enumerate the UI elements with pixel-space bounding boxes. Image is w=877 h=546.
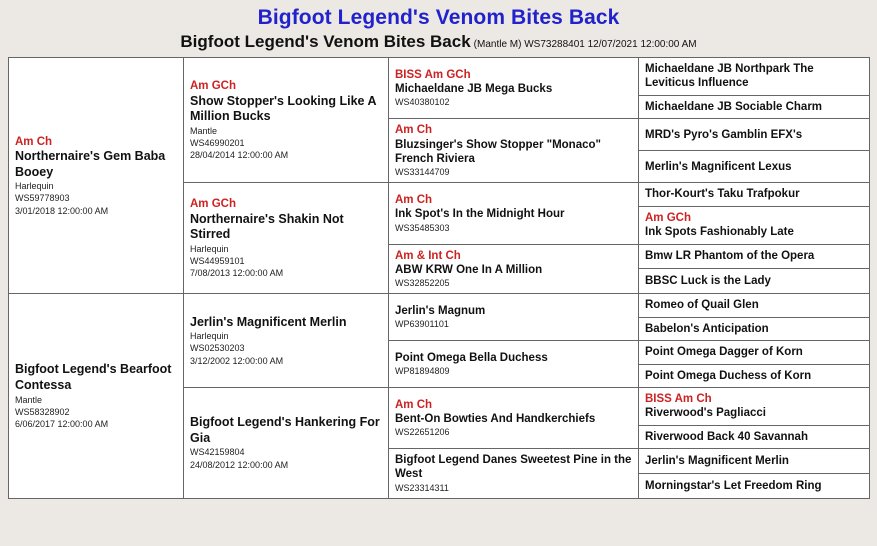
dog-name: Northernaire's Gem Baba Booey xyxy=(15,149,166,179)
pedigree-cell-gen4-6[interactable] xyxy=(639,244,870,269)
dog-name: Bigfoot Legend's Hankering For Gia xyxy=(190,415,380,445)
dog-name: Riverwood's Pagliacci xyxy=(645,407,766,420)
dog-name: Romeo of Quail Glen xyxy=(645,299,759,312)
pedigree-cell-gen4-4[interactable] xyxy=(639,183,870,206)
pedigree-cell-gen3-4[interactable] xyxy=(389,294,639,341)
dog-color: Mantle xyxy=(15,394,43,405)
dog-name: Merlin's Magnificent Lexus xyxy=(645,160,792,173)
table-row xyxy=(9,58,870,96)
pedigree-cell-gen4-10[interactable] xyxy=(639,341,870,364)
dog-color: Harlequin xyxy=(190,331,229,342)
dog-reg: WS33144709 xyxy=(395,167,450,178)
dog-date: 3/01/2018 12:00:00 AM xyxy=(15,205,109,216)
pedigree-cell-gen4-0[interactable] xyxy=(639,58,870,96)
dog-name: Point Omega Duchess of Korn xyxy=(645,369,812,382)
dog-name: Bigfoot Legend's Bearfoot Contessa xyxy=(15,362,172,392)
page-title-link[interactable]: Bigfoot Legend's Venom Bites Back xyxy=(257,6,620,29)
dog-titles: BISS Am Ch xyxy=(645,392,712,405)
dog-name: Bluzsinger's Show Stopper "Monaco" French Riviera xyxy=(395,138,601,165)
dog-name: Ink Spot's In the Midnight Hour xyxy=(395,208,565,221)
table-row xyxy=(9,294,870,317)
dog-name: Jerlin's Magnificent Merlin xyxy=(645,454,789,467)
dog-titles: Am Ch xyxy=(15,135,53,148)
pedigree-cell-gen4-12[interactable] xyxy=(639,387,870,425)
pedigree-cell-gen3-0[interactable] xyxy=(389,58,639,119)
dog-name: Point Omega Bella Duchess xyxy=(395,351,548,364)
dog-name: Michaeldane JB Mega Bucks xyxy=(395,82,553,95)
dog-date: 6/06/2017 12:00:00 AM xyxy=(15,418,109,429)
pedigree-table xyxy=(8,57,870,499)
dog-name: Bmw LR Phantom of the Opera xyxy=(645,250,815,263)
pedigree-cell-gen1-0[interactable] xyxy=(9,58,184,294)
pedigree-cell-gen4-7[interactable] xyxy=(639,269,870,294)
dog-name: Michaeldane JB Northpark The Leviticus Influence xyxy=(645,63,814,90)
dog-name: Bent-On Bowties And Handkerchiefs xyxy=(395,412,596,425)
dog-name: Morningstar's Let Freedom Ring xyxy=(645,479,822,492)
dog-name: Jerlin's Magnum xyxy=(395,305,486,318)
dog-name: MRD's Pyro's Gamblin EFX's xyxy=(645,128,803,141)
dog-reg: WS58328902 xyxy=(15,406,70,417)
dog-reg: WS32852205 xyxy=(395,278,450,289)
dog-titles: Am Ch xyxy=(395,398,433,411)
dog-name: Babelon's Anticipation xyxy=(645,322,769,335)
dog-name: BBSC Luck is the Lady xyxy=(645,275,771,288)
dog-titles: Am GCh xyxy=(190,198,236,211)
pedigree-cell-gen4-5[interactable] xyxy=(639,206,870,244)
pedigree-cell-gen3-2[interactable] xyxy=(389,183,639,244)
dog-reg: WP81894809 xyxy=(395,366,450,377)
pedigree-cell-gen3-5[interactable] xyxy=(389,341,639,388)
dog-titles: Am Ch xyxy=(395,124,433,137)
dog-name: Jerlin's Magnificent Merlin xyxy=(190,314,347,329)
dog-name: Show Stopper's Looking Like A Million Bucks xyxy=(190,93,377,124)
pedigree-cell-gen3-6[interactable] xyxy=(389,387,639,448)
pedigree-cell-gen3-7[interactable] xyxy=(389,449,639,499)
page-title-meta: (Mantle M) WS73288401 12/07/2021 12:00:00 AM xyxy=(473,39,697,50)
dog-color: Harlequin xyxy=(190,244,229,254)
dog-date: 28/04/2014 12:00:00 AM xyxy=(190,150,289,161)
pedigree-cell-gen3-3[interactable] xyxy=(389,244,639,294)
dog-reg: WS23314311 xyxy=(395,482,449,493)
pedigree-cell-gen4-8[interactable] xyxy=(639,294,870,317)
dog-titles: Am GCh xyxy=(645,211,691,224)
pedigree-cell-gen2-0[interactable] xyxy=(184,58,389,183)
dog-color: Mantle xyxy=(190,125,218,136)
page-title: Bigfoot Legend's Venom Bites Back xyxy=(180,32,471,51)
pedigree-cell-gen4-9[interactable] xyxy=(639,317,870,340)
dog-reg: WS35485303 xyxy=(395,222,450,233)
dog-name: ABW KRW One In A Million xyxy=(395,263,543,276)
dog-name: Michaeldane JB Sociable Charm xyxy=(645,100,823,113)
pedigree-cell-gen4-15[interactable] xyxy=(639,473,870,498)
dog-date: 7/08/2013 12:00:00 AM xyxy=(190,268,284,279)
pedigree-cell-gen3-1[interactable] xyxy=(389,119,639,183)
page-subtitle-block xyxy=(0,32,877,52)
dog-name: Northernaire's Shakin Not Stirred xyxy=(190,211,344,242)
dog-reg: WP63901101 xyxy=(395,319,449,330)
pedigree-cell-gen1-1[interactable] xyxy=(9,294,184,499)
dog-titles: Am GCh xyxy=(190,80,236,93)
dog-name: Bigfoot Legend Danes Sweetest Pine in the West xyxy=(395,454,632,481)
dog-reg: WS02530203 xyxy=(190,343,245,354)
dog-reg: WS44959101 xyxy=(190,256,245,267)
pedigree-cell-gen2-2[interactable] xyxy=(184,294,389,388)
pedigree-cell-gen4-3[interactable] xyxy=(639,151,870,183)
dog-name: Ink Spots Fashionably Late xyxy=(645,226,794,239)
pedigree-cell-gen4-1[interactable] xyxy=(639,95,870,118)
pedigree-cell-gen4-11[interactable] xyxy=(639,364,870,387)
dog-titles: Am & Int Ch xyxy=(395,249,461,262)
pedigree-cell-gen2-1[interactable] xyxy=(184,183,389,294)
dog-name: Riverwood Back 40 Savannah xyxy=(645,430,808,443)
dog-date: 24/08/2012 12:00:00 AM xyxy=(190,459,289,470)
dog-name: Point Omega Dagger of Korn xyxy=(645,346,803,359)
pedigree-cell-gen4-14[interactable] xyxy=(639,449,870,474)
pedigree-cell-gen4-2[interactable] xyxy=(639,119,870,151)
dog-name: Thor-Kourt's Taku Trafpokur xyxy=(645,188,800,201)
dog-reg: WS42159804 xyxy=(190,447,245,458)
dog-reg: WS59778903 xyxy=(15,193,70,204)
dog-titles: BISS Am GCh xyxy=(395,68,471,81)
dog-titles: Am Ch xyxy=(395,194,433,206)
dog-reg: WS46990201 xyxy=(190,137,245,148)
dog-color: Harlequin xyxy=(15,181,54,192)
pedigree-cell-gen2-3[interactable] xyxy=(184,387,389,498)
dog-reg: WS40380102 xyxy=(395,97,450,108)
dog-date: 3/12/2002 12:00:00 AM xyxy=(190,355,284,366)
dog-reg: WS22651206 xyxy=(395,427,450,438)
pedigree-cell-gen4-13[interactable] xyxy=(639,425,870,448)
